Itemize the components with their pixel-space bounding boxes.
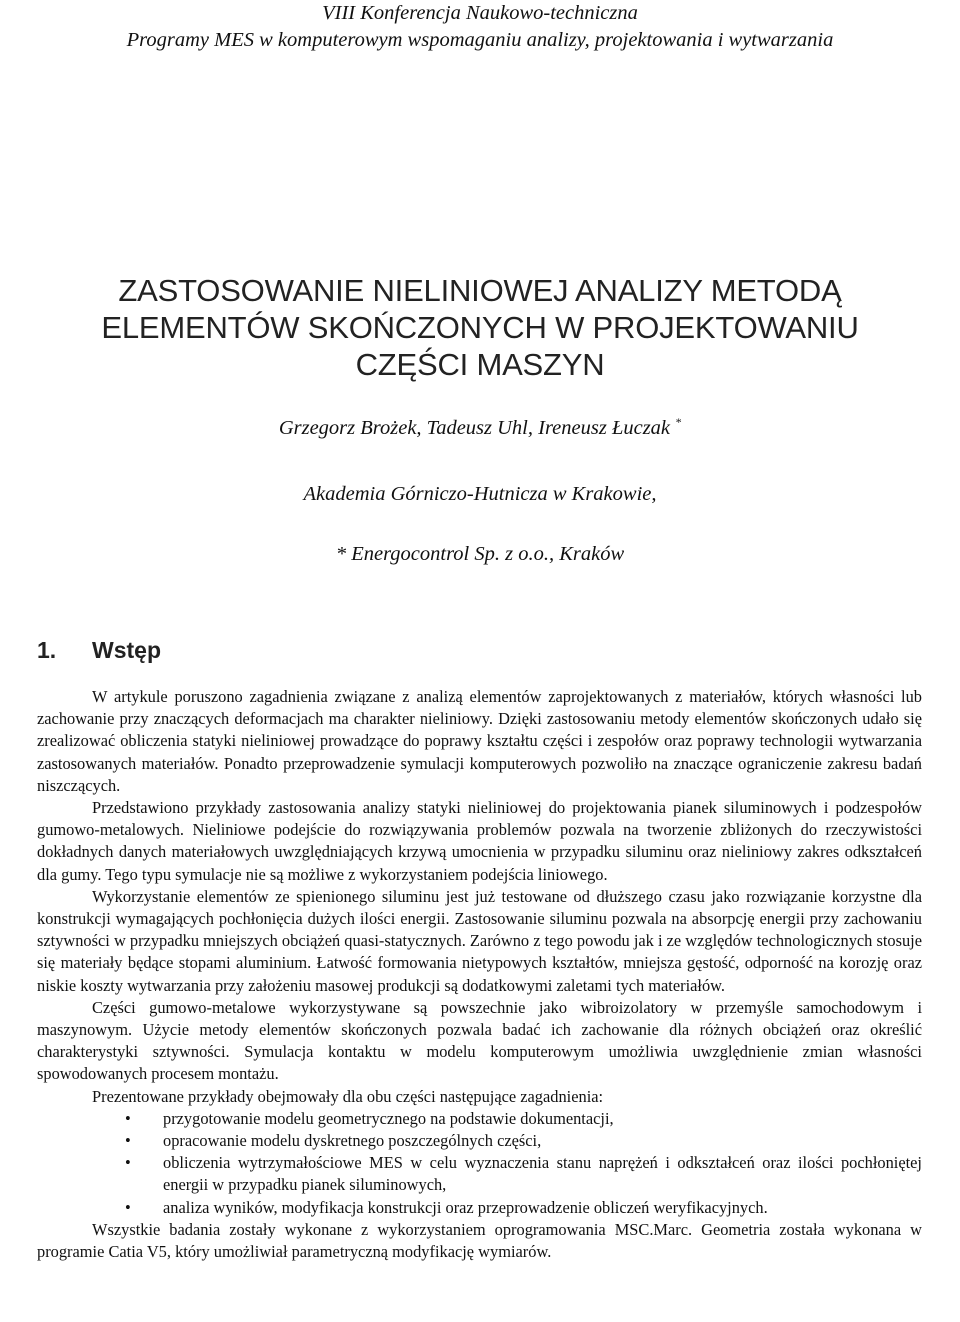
list-item [37, 1197, 922, 1219]
list-item-text: opracowanie modelu dyskretnego poszczególnych części, [163, 1131, 542, 1151]
section-heading [37, 635, 161, 665]
bullet-icon: • [125, 1108, 131, 1128]
list-item [37, 1108, 922, 1130]
conference-name: VIII Konferencja Naukowo-techniczna [322, 2, 638, 24]
author-names: Grzegorz Brożek, Tadeusz Uhl, Ireneusz Łuczak [278, 417, 671, 439]
paragraph: Części gumowo-metalowe wykorzystywane są powszechnie jako wibroizolatory w przemyśle samochodowym i maszynowym. Użycie metody elementów skończonych pozwala badać ich zachowanie dla różnych obciążeń oraz określić charakterystyki sztywności. Symulacja kontaktu w modelu komputerowym umożliwia uwzględnienie zmian własności spowodowanych procesem montażu. [37, 997, 922, 1084]
paper-title-line-1: ZASTOSOWANIE NIELINIOWEJ ANALIZY METODĄ [118, 273, 842, 308]
bullet-list [37, 1108, 922, 1219]
affiliation-primary: Akademia Górniczo-Hutnicza w Krakowie, [303, 483, 657, 505]
paragraph: Wykorzystanie elementów ze spienionego siluminu jest już testowane od dłuższego czasu jako rozwiązanie korzystne dla konstrukcji wymagających pochłonięcia dużych ilości energii. Zastosowanie siluminu pozwala na absorpcję energii przy zachowaniu sztywności w przypadku mniejszych obciążeń quasi-statycznych. Zarówno z tego powodu jak i ze względów technologicznych stosuje się materiały będące stopami aluminium. Łatwość formowania nietypowych kształtów, mniejsza gęstość, odporność na korozję oraz niskie koszty wytwarzania przy założeniu masowej produkcji są dodatkowymi zaletami tych materiałów. [37, 886, 922, 995]
paragraph: Prezentowane przykłady obejmowały dla obu części następujące zagadnienia: [92, 1086, 604, 1106]
paragraph: W artykule poruszono zagadnienia związane z analizą elementów zaprojektowanych z materiałów, których własności lub zachowanie przy znaczących deformacjach ma charakter nieliniowy. Dzięki zastosowaniu metody elementów skończonych udało się zrealizować obliczenia statyki nieliniowej prowadzące do poprawy kształtu części i zespołów oraz poprawy technologii wytwarzania zastosowanych materiałów. Ponadto przeprowadzenie symulacji komputerowych pozwoliło na znaczące ograniczenie zakresu badań niszczących. [37, 687, 922, 795]
conference-subtitle: Programy MES w komputerowym wspomaganiu analizy, projektowania i wytwarzania [126, 29, 834, 51]
list-item-text: przygotowanie modelu geometrycznego na podstawie dokumentacji, [163, 1108, 614, 1128]
body-text [37, 686, 922, 1263]
list-item [37, 1152, 922, 1196]
authors [0, 414, 960, 442]
section-title: Wstęp [92, 637, 161, 663]
paper-title-line-3: CZĘŚCI MASZYN [355, 347, 605, 382]
conference-header [0, 0, 960, 54]
list-item-text: analiza wyników, modyfikacja konstrukcji oraz przeprowadzenie obliczeń weryfikacyjnych. [163, 1197, 768, 1217]
section-number: 1. [37, 637, 57, 663]
list-item-text: obliczenia wytrzymałościowe MES w celu wyznaczenia stanu naprężeń i odkształceń oraz ilości pochłoniętej energii w przypadku pianek siluminowych, [163, 1153, 922, 1195]
paragraph: Przedstawiono przykłady zastosowania analizy statyki nieliniowej do projektowania pianek siluminowych i podzespołów gumowo-metalowych. Nieliniowe podejście do rozwiązywania problemów pozwala na tworzenie zbliżonych do rzeczywistości dokładnych danych materiałowych uwzględniających krzywą umocnienia w przypadku siluminu oraz nieliniowy zakres odkształceń dla gumy. Tego typu symulacje nie są możliwe z wykorzystaniem podejścia liniowego. [37, 798, 922, 884]
bullet-icon: • [125, 1197, 131, 1217]
list-item [37, 1130, 922, 1152]
paper-title-line-2: ELEMENTÓW SKOŃCZONYCH W PROJEKTOWANIU [101, 310, 859, 345]
bullet-icon: • [125, 1131, 131, 1151]
affiliation-mark: * [675, 415, 682, 430]
bullet-icon: • [125, 1153, 131, 1173]
paper-title [0, 272, 960, 383]
paragraph-closing: Wszystkie badania zostały wykonane z wykorzystaniem oprogramowania MSC.Marc. Geometria została wykonana w programie Catia V5, który umożliwiał parametryczną modyfikację wymiarów. [37, 1219, 922, 1262]
affiliation-secondary: * Energocontrol Sp. z o.o., Kraków [335, 543, 625, 565]
